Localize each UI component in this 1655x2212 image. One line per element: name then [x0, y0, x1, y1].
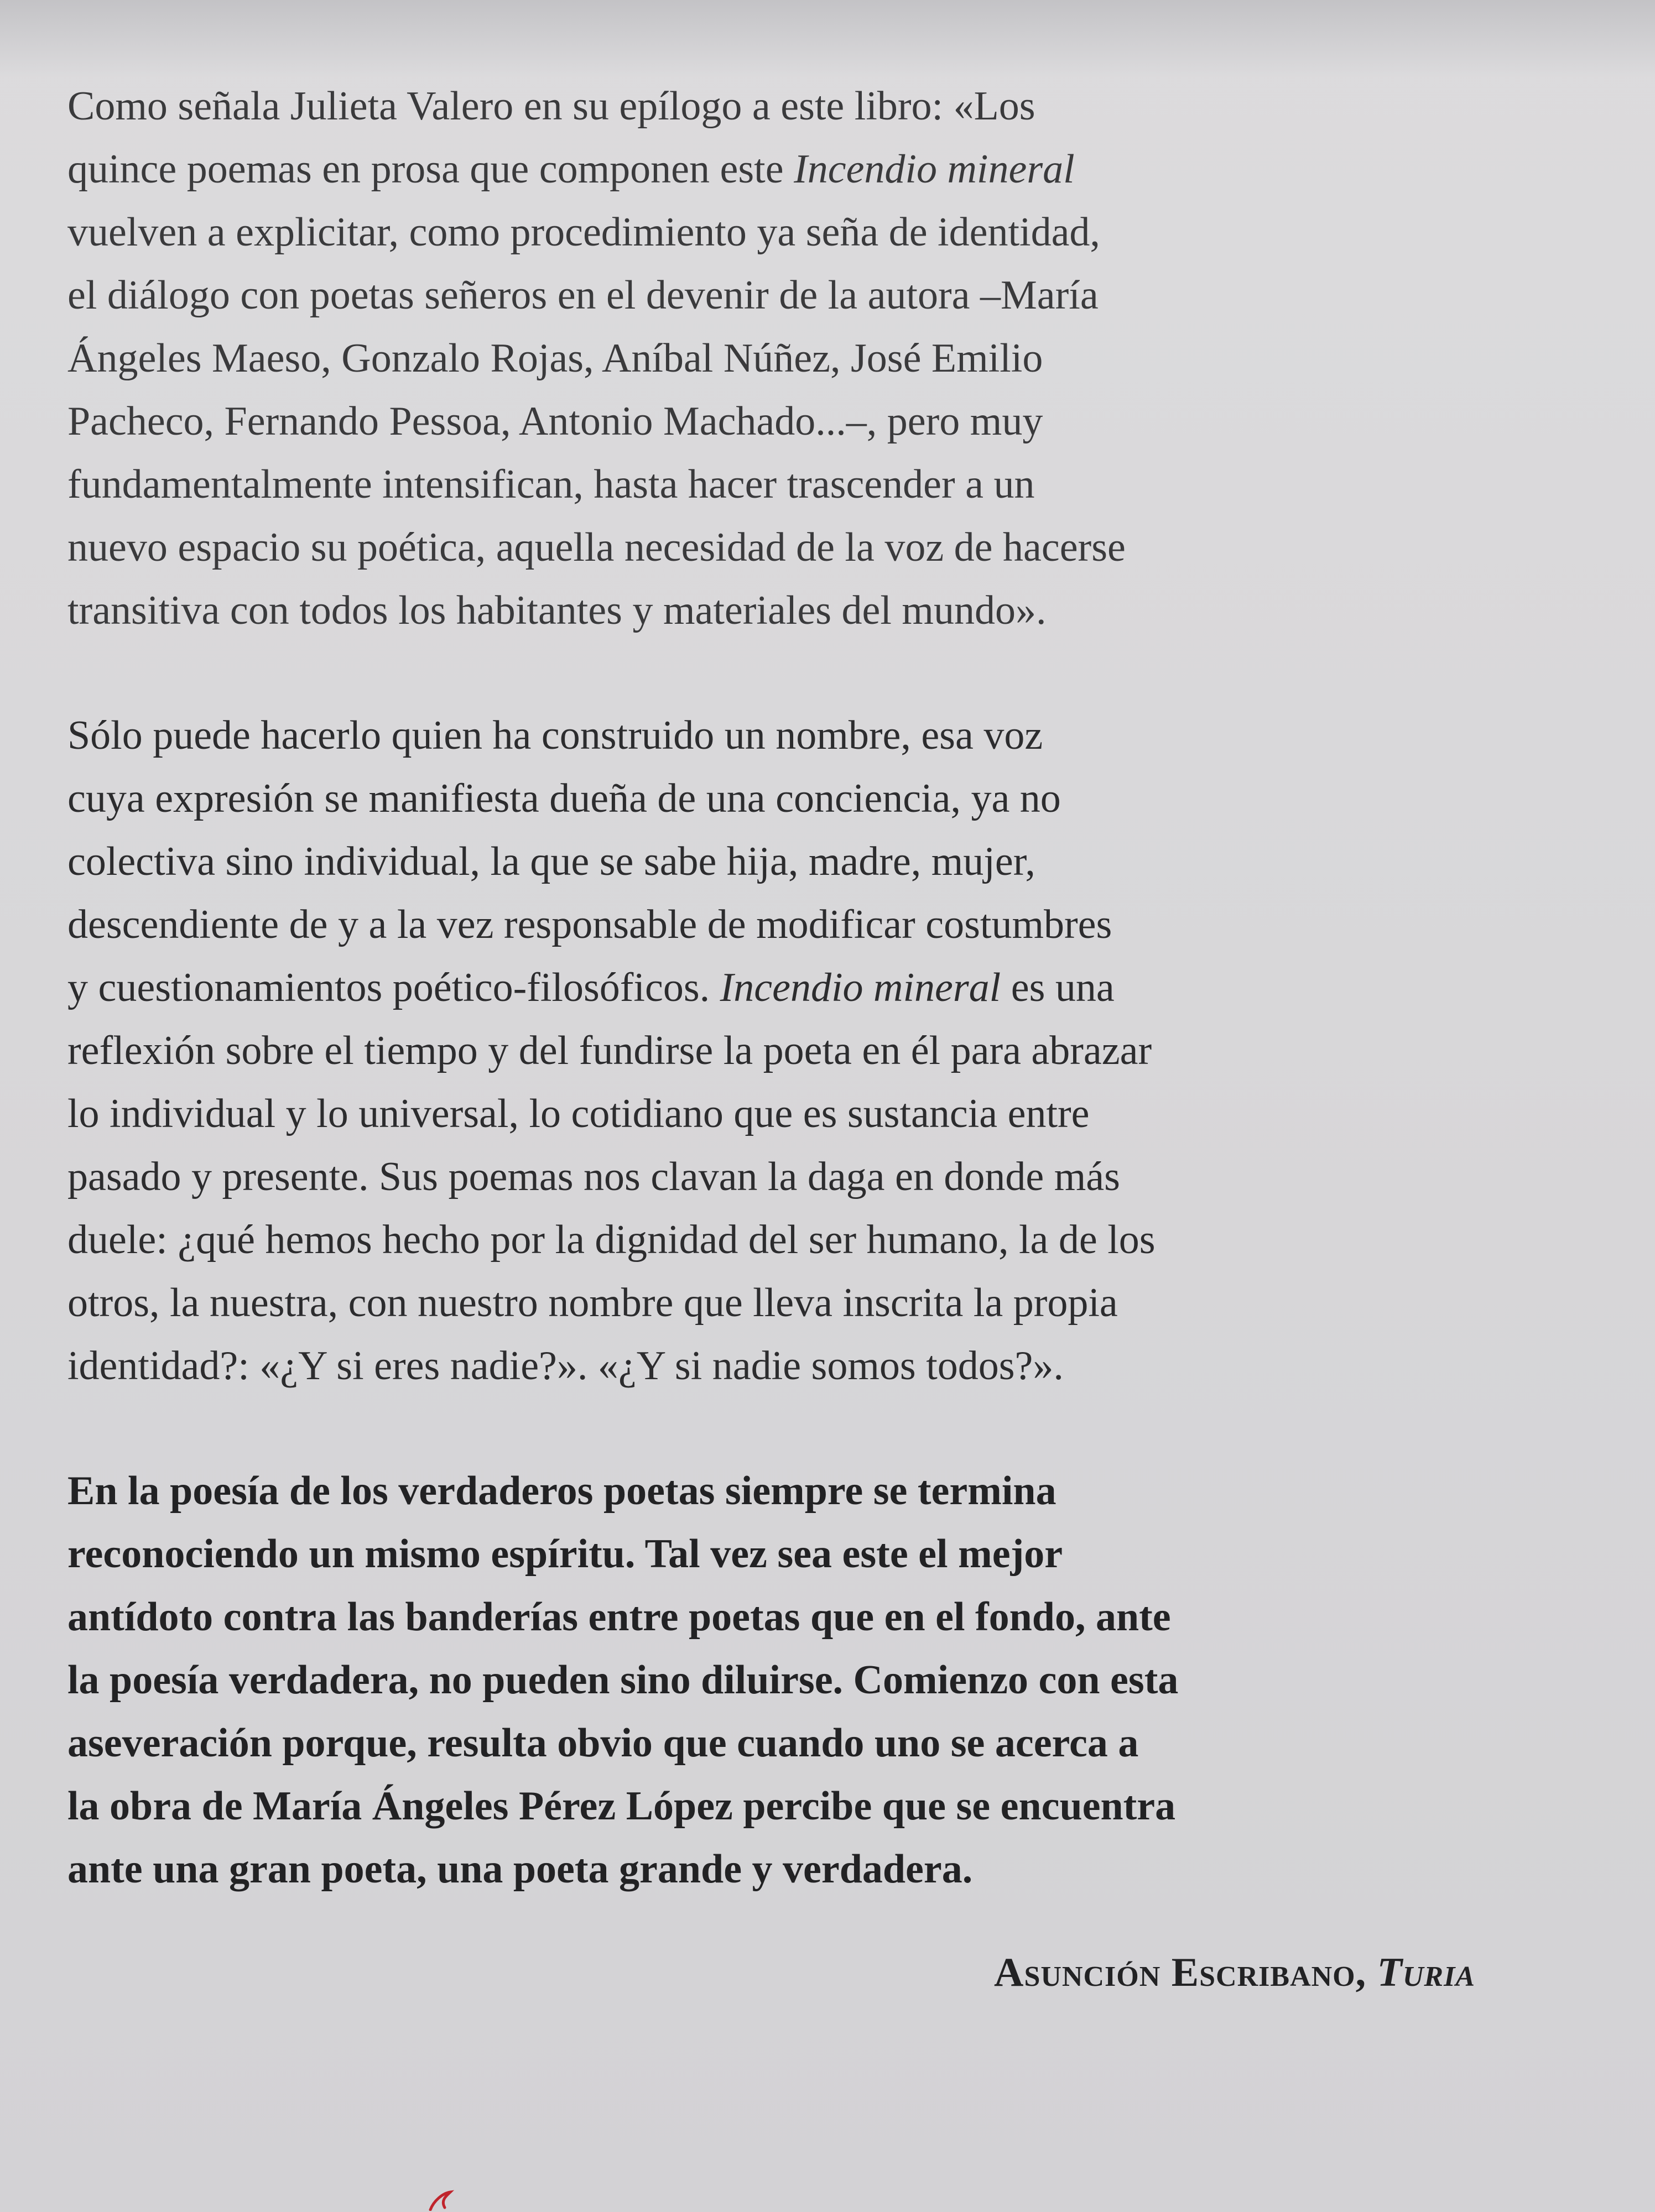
text-line — [67, 390, 1472, 453]
text-line — [67, 767, 1472, 830]
text-segment: la poesía verdadera, no pueden sino diluirse. Comienzo con esta — [67, 1657, 1179, 1703]
signature-publication: Turia — [1377, 1950, 1475, 1995]
signature — [994, 1949, 1475, 1996]
text-line — [67, 453, 1472, 516]
signature-author: Asunción Escribano, — [994, 1950, 1367, 1995]
text-segment: Sólo puede hacerlo quien ha construido un nombre, esa voz — [67, 713, 1043, 758]
text-line — [67, 1459, 1472, 1522]
text-line — [67, 1334, 1472, 1397]
text-line — [67, 1145, 1472, 1208]
paragraph-2 — [67, 704, 1472, 1397]
text-segment: cuya expresión se manifiesta dueña de una conciencia, ya no — [67, 776, 1061, 821]
text-segment: vuelven a explicitar, como procedimiento ya seña de identidad, — [67, 210, 1100, 255]
text-line — [67, 1208, 1472, 1271]
text-segment: el diálogo con poetas señeros en el devenir de la autora –María — [67, 273, 1099, 318]
text-segment: y cuestionamientos poético-filosóficos. — [67, 965, 720, 1010]
text-line — [67, 1648, 1472, 1712]
book-title-italic: Incendio mineral — [794, 147, 1075, 192]
text-segment: En la poesía de los verdaderos poetas siempre se termina — [67, 1468, 1057, 1514]
text-segment: descendiente de y a la vez responsable de modificar costumbres — [67, 902, 1112, 947]
text-segment: identidad?: «¿Y si eres nadie?». «¿Y si nadie somos todos?». — [67, 1343, 1064, 1389]
body-text — [67, 75, 1472, 1901]
text-segment: colectiva sino individual, la que se sabe hija, madre, mujer, — [67, 839, 1035, 884]
text-line — [67, 1838, 1472, 1901]
text-segment: ante una gran poeta, una poeta grande y verdadera. — [67, 1846, 973, 1892]
text-segment: es una — [1001, 965, 1115, 1010]
text-segment: otros, la nuestra, con nuestro nombre que lleva inscrita la propia — [67, 1280, 1118, 1326]
text-line — [67, 1082, 1472, 1145]
text-segment: Como señala Julieta Valero en su epílogo a este libro: «Los — [67, 84, 1035, 129]
text-line — [67, 75, 1472, 138]
text-line — [67, 201, 1472, 264]
text-line — [67, 704, 1472, 767]
text-line — [67, 956, 1472, 1019]
text-segment: fundamentalmente intensifican, hasta hacer trascender a un — [67, 462, 1035, 507]
text-line — [67, 138, 1472, 201]
text-line — [67, 327, 1472, 390]
red-pen-stroke — [430, 2192, 450, 2210]
text-segment: reflexión sobre el tiempo y del fundirse la poeta en él para abrazar — [67, 1028, 1152, 1073]
text-segment: Pacheco, Fernando Pessoa, Antonio Machado...–, pero muy — [67, 399, 1043, 444]
text-line — [67, 1271, 1472, 1334]
red-pen-mark — [426, 2189, 459, 2211]
text-line — [67, 516, 1472, 579]
text-segment: transitiva con todos los habitantes y materiales del mundo». — [67, 588, 1047, 633]
text-segment: antídoto contra las banderías entre poetas que en el fondo, ante — [67, 1594, 1171, 1640]
text-line — [67, 1522, 1472, 1585]
text-segment: reconociendo un mismo espíritu. Tal vez sea este el mejor — [67, 1531, 1063, 1577]
text-line — [67, 1712, 1472, 1775]
text-segment: quince poemas en prosa que componen este — [67, 147, 794, 192]
text-line — [67, 264, 1472, 327]
text-segment: nuevo espacio su poética, aquella necesidad de la voz de hacerse — [67, 525, 1126, 570]
text-line — [67, 830, 1472, 893]
text-line — [67, 1585, 1472, 1648]
paragraph-3 — [67, 1459, 1472, 1901]
text-segment: pasado y presente. Sus poemas nos clavan la daga en donde más — [67, 1154, 1120, 1199]
text-segment: aseveración porque, resulta obvio que cuando uno se acerca a — [67, 1720, 1139, 1766]
text-line — [67, 579, 1472, 642]
text-segment: la obra de María Ángeles Pérez López percibe que se encuentra — [67, 1783, 1176, 1829]
text-line — [67, 893, 1472, 956]
text-line — [67, 1775, 1472, 1838]
text-segment: Ángeles Maeso, Gonzalo Rojas, Aníbal Núñez, José Emilio — [67, 336, 1043, 381]
page-shadow — [0, 0, 1655, 77]
text-segment: duele: ¿qué hemos hecho por la dignidad del ser humano, la de los — [67, 1217, 1156, 1262]
book-title-italic: Incendio mineral — [720, 965, 1001, 1010]
paragraph-1 — [67, 75, 1472, 642]
text-segment: lo individual y lo universal, lo cotidiano que es sustancia entre — [67, 1091, 1090, 1136]
text-line — [67, 1019, 1472, 1082]
